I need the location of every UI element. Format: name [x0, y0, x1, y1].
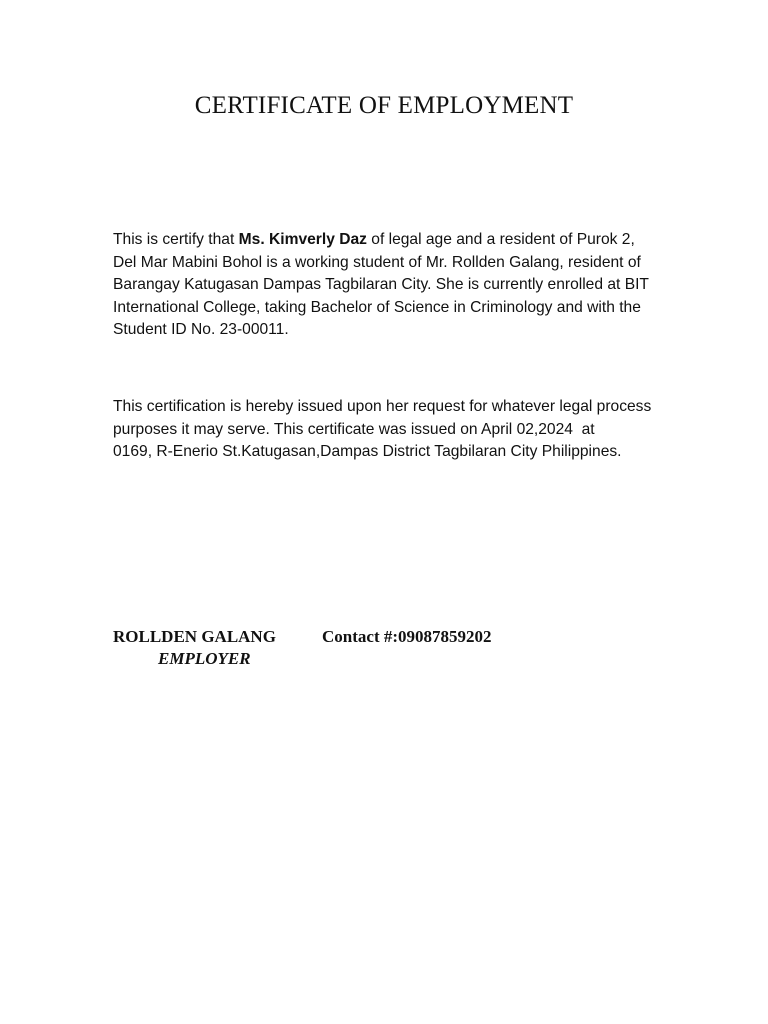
paragraph-line: [113, 229, 693, 252]
paragraph-line: Barangay Katugasan Dampas Tagbilaran City. She is currently enrolled at BIT: [113, 276, 649, 293]
paragraph-line: Student ID No. 23-00011.: [113, 321, 289, 338]
employee-name: Ms. Kimverly Daz: [238, 231, 367, 248]
signatory-role: EMPLOYER: [158, 649, 251, 668]
signatory-name: ROLLDEN GALANG: [113, 627, 276, 646]
paragraph-line: 0169, R-Enerio St.Katugasan,Dampas District Tagbilaran City Philippines.: [113, 443, 622, 460]
certification-paragraph: [113, 229, 693, 342]
line-prefix: This is certify that: [113, 231, 239, 248]
line-suffix: of legal age and a resident of Purok 2,: [366, 231, 635, 248]
signatory-contact: Contact #:09087859202: [322, 627, 492, 646]
purpose-paragraph: [113, 396, 693, 464]
paragraph-line: Del Mar Mabini Bohol is a working student of Mr. Rollden Galang, resident of: [113, 253, 641, 271]
paragraph-line: International College, taking Bachelor of Science in Criminology and with the: [113, 298, 641, 316]
paragraph-line: purposes it may serve. This certificate was issued on April 02,2024 at: [113, 420, 595, 438]
paragraph-line: This certification is hereby issued upon her request for whatever legal process: [113, 398, 652, 415]
document-title: CERTIFICATE OF EMPLOYMENT: [194, 92, 574, 119]
